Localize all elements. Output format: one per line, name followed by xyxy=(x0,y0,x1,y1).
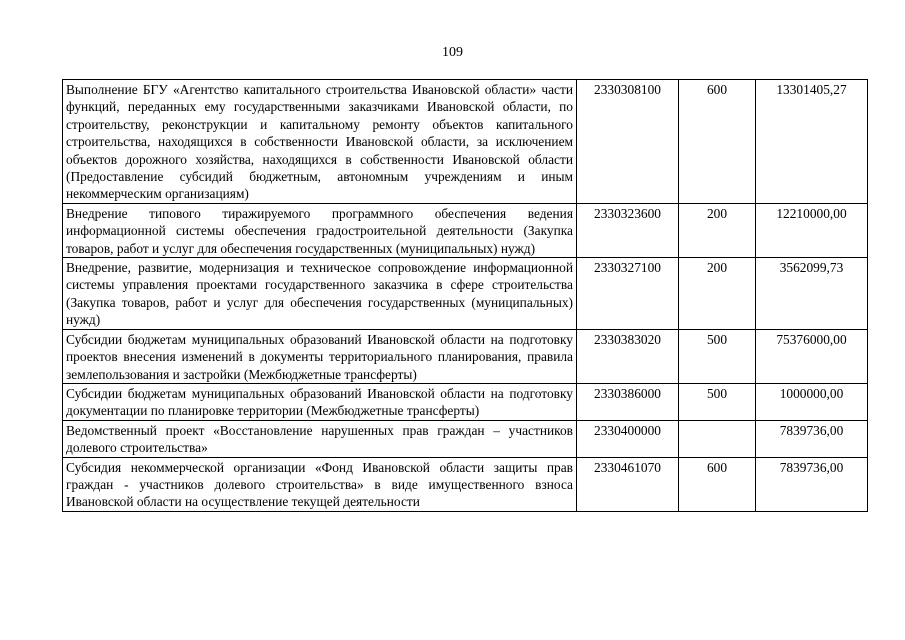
table-row xyxy=(63,258,868,330)
row-description: Субсидии бюджетам муниципальных образований Ивановской области на подготовку документации по планировке территории (Межбюджетные трансферты) xyxy=(63,383,577,420)
row-target-code: 2330327100 xyxy=(577,258,679,330)
row-expense-type: 600 xyxy=(679,80,756,204)
page-number: 109 xyxy=(442,45,463,60)
table-row xyxy=(63,383,868,420)
row-description: Выполнение БГУ «Агентство капитального строительства Ивановской области» части функций, переданных ему государственными заказчиками Ивановской области, по строительству, реконструкции и капитальному ремонту объектов капитального строительства, находящихся в собственности Ивановской области, за исключением объектов дорожного хозяйства, находящихся в собственности Ивановской области (Предоставление субсидий бюджетным, автономным учреждениям и иным некоммерческим организациям) xyxy=(63,80,577,204)
row-description-cell xyxy=(63,457,577,511)
table-row xyxy=(63,80,868,204)
row-target-code: 2330308100 xyxy=(577,80,679,204)
budget-table xyxy=(62,79,868,512)
row-amount: 3562099,73 xyxy=(756,258,868,330)
row-description: Внедрение, развитие, модернизация и техническое сопровождение информационной системы управления проектами государственного заказчика в сфере строительства (Закупка товаров, работ и услуг для обеспечения государственных (муниципальных) нужд) xyxy=(63,258,577,330)
row-amount: 7839736,00 xyxy=(756,457,868,511)
row-expense-type: 200 xyxy=(679,203,756,257)
row-expense-type: 200 xyxy=(679,258,756,330)
row-description: Субсидия некоммерческой организации «Фонд Ивановской области защиты прав граждан - участников долевого строительства» в виде имущественного взноса Ивановской области на осуществление текущей деятельности xyxy=(66,459,573,510)
row-expense-type: 500 xyxy=(679,329,756,383)
row-amount: 1000000,00 xyxy=(756,383,868,420)
row-target-code: 2330386000 xyxy=(577,383,679,420)
table-row xyxy=(63,329,868,383)
row-expense-type: 600 xyxy=(679,457,756,511)
row-target-code: 2330400000 xyxy=(577,420,679,457)
table-row xyxy=(63,203,868,257)
row-target-code: 2330383020 xyxy=(577,329,679,383)
row-description: Ведомственный проект «Восстановление нарушенных прав граждан – участников долевого строительства» xyxy=(63,420,577,457)
row-amount: 13301405,27 xyxy=(756,80,868,204)
table-row xyxy=(63,457,868,511)
row-expense-type xyxy=(679,420,756,457)
row-amount: 12210000,00 xyxy=(756,203,868,257)
row-expense-type: 500 xyxy=(679,383,756,420)
row-amount: 75376000,00 xyxy=(756,329,868,383)
table-row xyxy=(63,420,868,457)
row-target-code: 2330461070 xyxy=(577,457,679,511)
row-description: Внедрение типового тиражируемого программного обеспечения ведения информационной системы обеспечения градостроительной деятельности (Закупка товаров, работ и услуг для обеспечения государственных (муниципальных) нужд) xyxy=(63,203,577,257)
row-amount: 7839736,00 xyxy=(756,420,868,457)
row-description: Субсидии бюджетам муниципальных образований Ивановской области на подготовку проектов внесения изменений в документы территориального планирования, правила землепользования и застройки (Межбюджетные трансферты) xyxy=(63,329,577,383)
row-target-code: 2330323600 xyxy=(577,203,679,257)
